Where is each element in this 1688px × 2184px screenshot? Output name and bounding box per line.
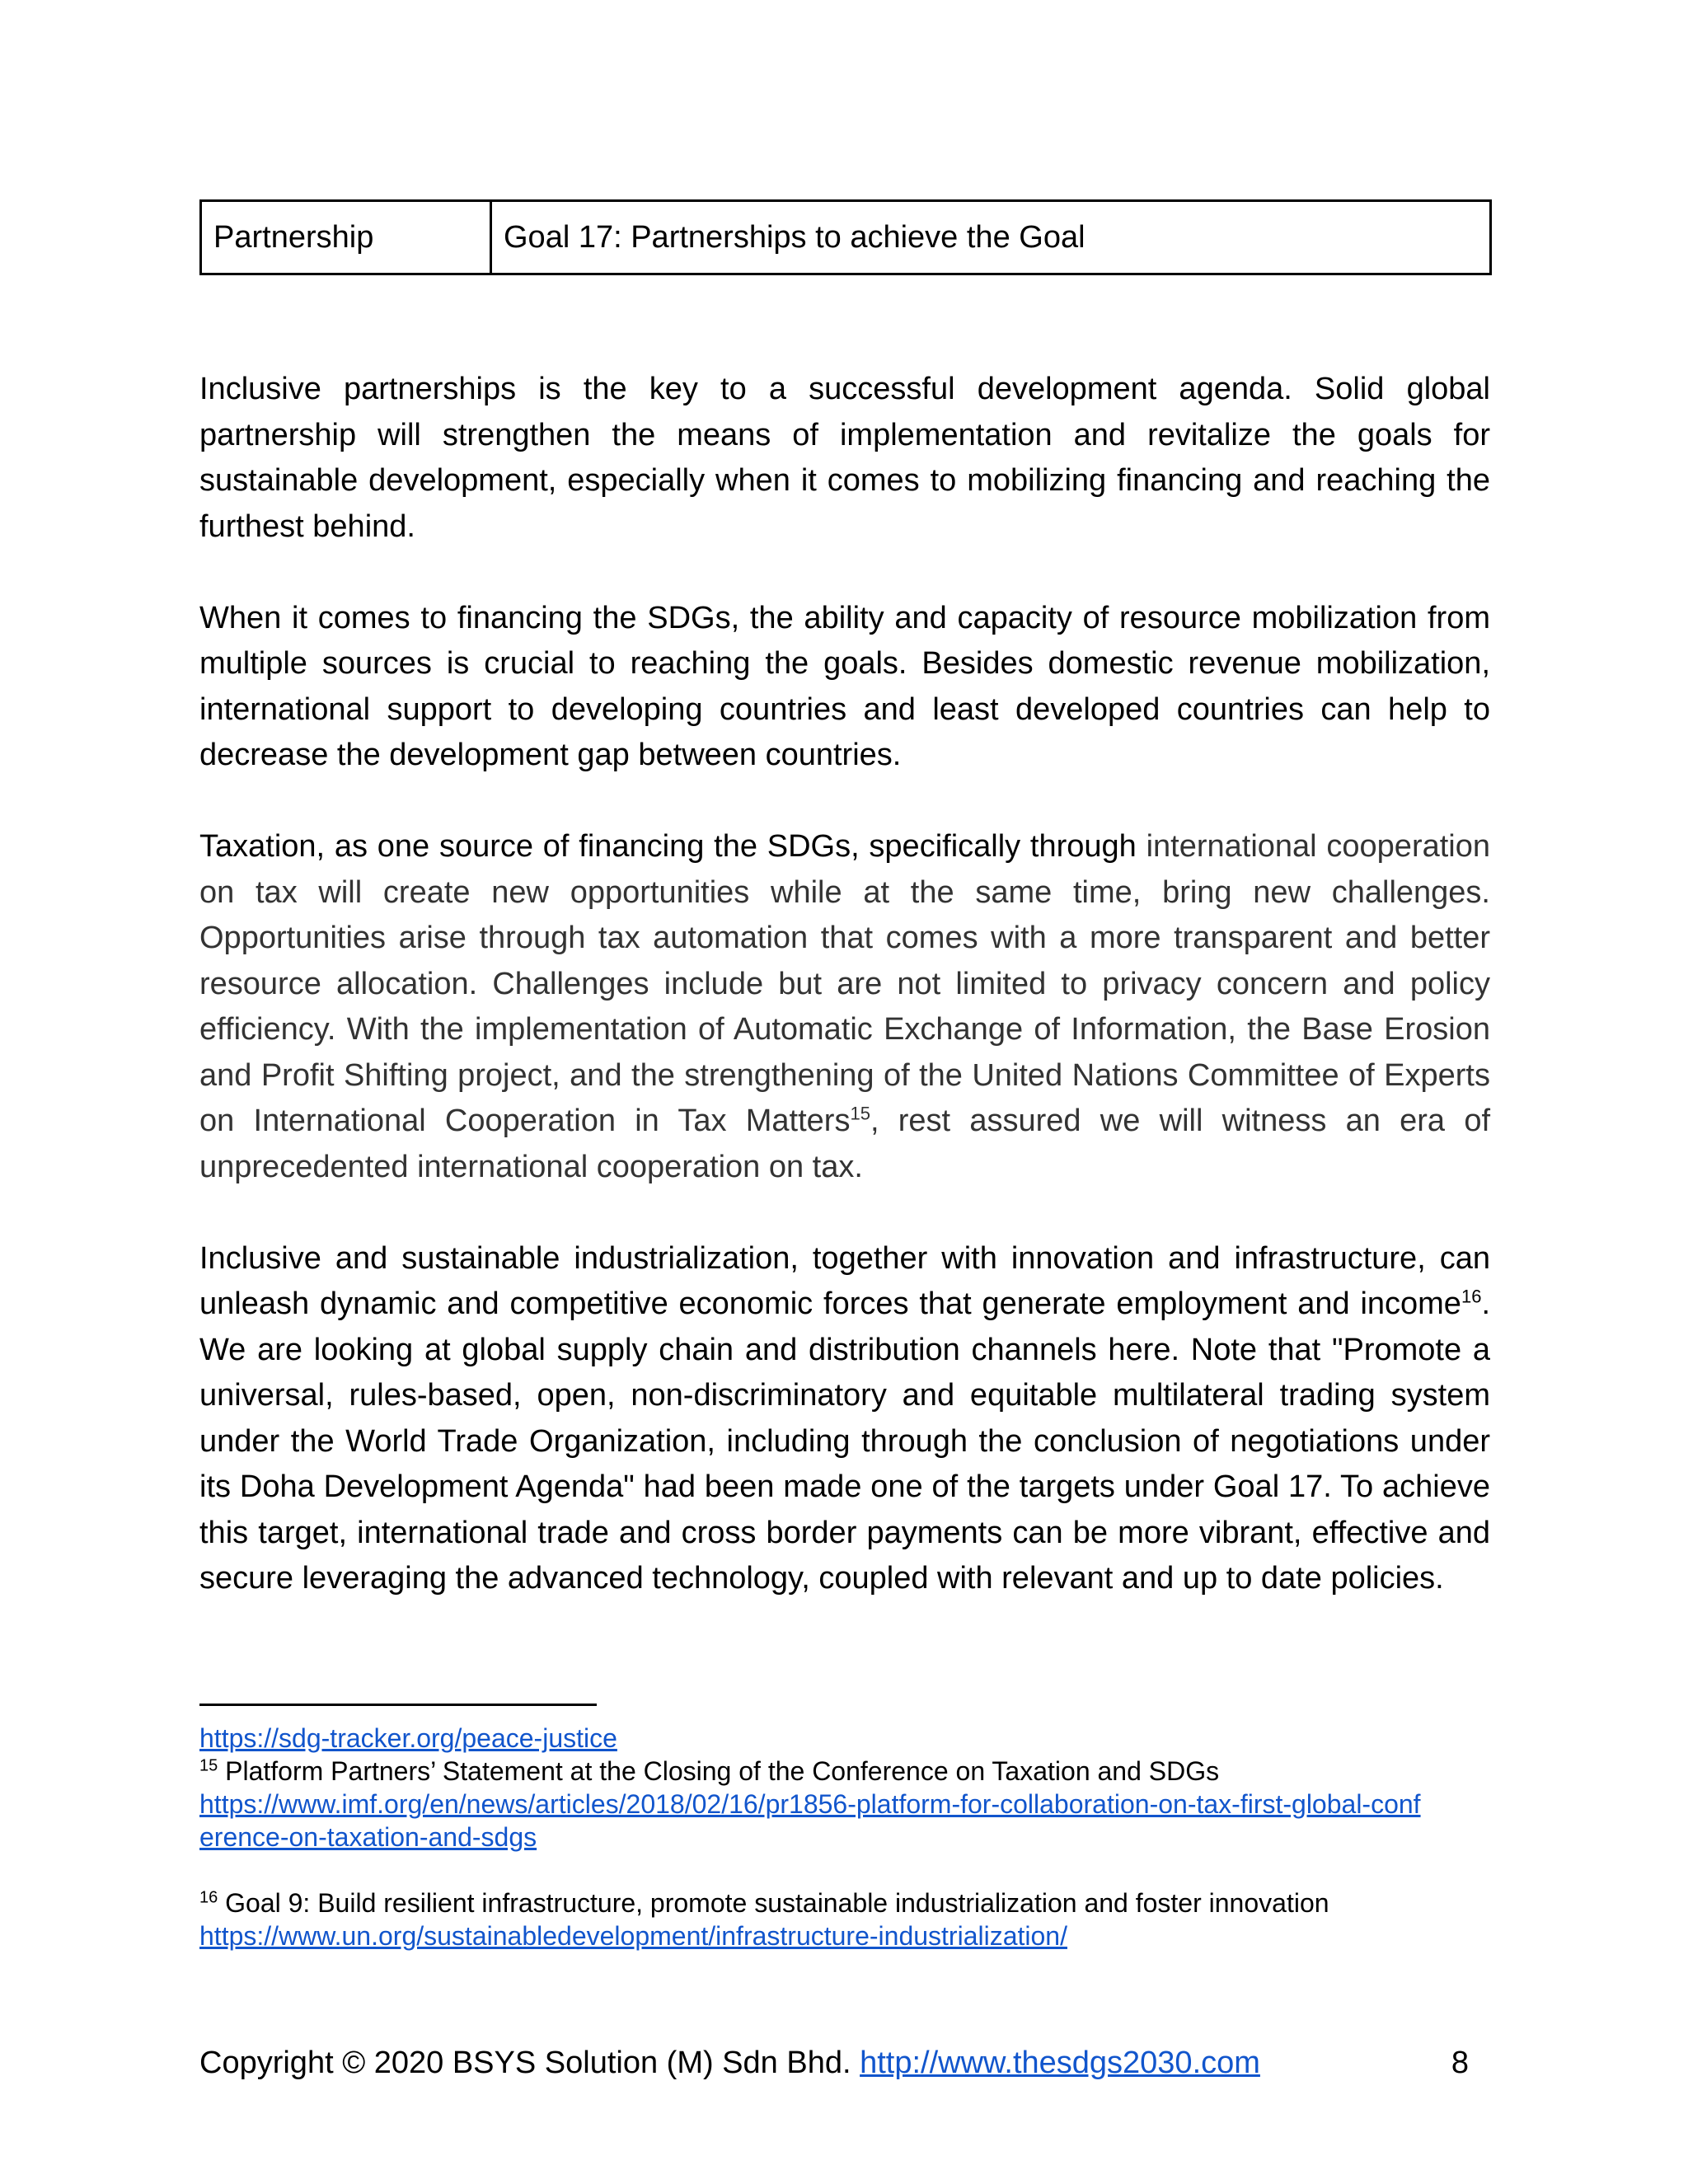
paragraph-industrialization: Inclusive and sustainable industrialization, together with innovation and infrastructure, can unleash dynamic and competitive economic forces that generate employment and income$^{16}$. We are looking at global supply chain and distribution channels here. Note that "Promote a universal, rules-based, open, non-discriminatory and equitable multilateral trading system under the World Trade Organization, including through the conclusion of negotiations under its Doha Development Agenda" had been made one of the targets under Goal 17. To achieve this target, international trade and cross border payments can be more vibrant, effective and secure leveraging the advanced technology, coupled with relevant and up to date policies.: [199, 1240, 1490, 1596]
copyright-text: Copyright © 2020 BSYS Solution (M) Sdn Bhd.: [199, 2046, 860, 2080]
footnote-16: $^{16}$ Goal 9: Build resilient infrastructure, promote sustainable industrialization and foster innovation: [199, 1888, 1329, 1918]
footnote-15-link[interactable]: https://www.imf.org/en/news/articles/2018/02/16/pr1856-platform-for-collaboration-on-tax-first-global-conf: [199, 1789, 1421, 1819]
page-footer: [199, 2044, 1469, 2082]
goal-category-cell: Partnership: [202, 202, 492, 273]
footnote-14: [199, 1722, 1490, 1755]
footnotes: [199, 1722, 1490, 1952]
goal-title-cell: Goal 17: Partnerships to achieve the Goal: [504, 220, 1085, 255]
footnote-16-link[interactable]: https://www.un.org/sustainabledevelopment/infrastructure-industrialization/: [199, 1921, 1067, 1951]
paragraph-taxation: Taxation, as one source of financing the SDGs, specifically through international cooperation on tax will create new opportunities while at the same time, bring new challenges. Opportunities arise through tax automation that comes with a more transparent and better resource allocation. Challenges include but are not limited to privacy concern and policy efficiency. With the implementation of Automatic Exchange of Information, the Base Erosion and Profit Shifting project, and the strengthening of the United Nations Committee of Experts on International Cooperation in Tax Matters$^{15}$, rest assured we will witness an era of unprecedented international cooperation on tax.: [199, 829, 1491, 1184]
footnote-ref-15[interactable]: 15: [850, 1103, 870, 1124]
footnote-14-link[interactable]: https://sdg-tracker.org/peace-justice: [199, 1723, 617, 1753]
footnote-ref-16[interactable]: 16: [1461, 1286, 1482, 1307]
goal-table: [199, 199, 1492, 275]
footnote-15: $^{15}$ Platform Partners’ Statement at the Closing of the Conference on Taxation and SDGs: [199, 1756, 1220, 1786]
footnote-separator: [199, 1704, 597, 1706]
paragraph-financing: When it comes to financing the SDGs, the ability and capacity of resource mobilization from multiple sources is crucial to reaching the goals. Besides domestic revenue mobilization, international support to developing countries and least developed countries can help to decrease the development gap between countries.: [199, 600, 1490, 772]
website-link[interactable]: http://www.thesdgs2030.com: [860, 2046, 1260, 2080]
body-text: [199, 367, 1490, 1647]
page-number: 8: [1451, 2046, 1469, 2080]
footnote-15-link-cont[interactable]: erence-on-taxation-and-sdgs: [199, 1822, 537, 1852]
paragraph-partnerships: Inclusive partnerships is the key to a successful development agenda. Solid global partnership will strengthen the means of implementation and revitalize the goals for sustainable development, especially when it comes to mobilizing financing and reaching the furthest behind.: [199, 372, 1490, 544]
